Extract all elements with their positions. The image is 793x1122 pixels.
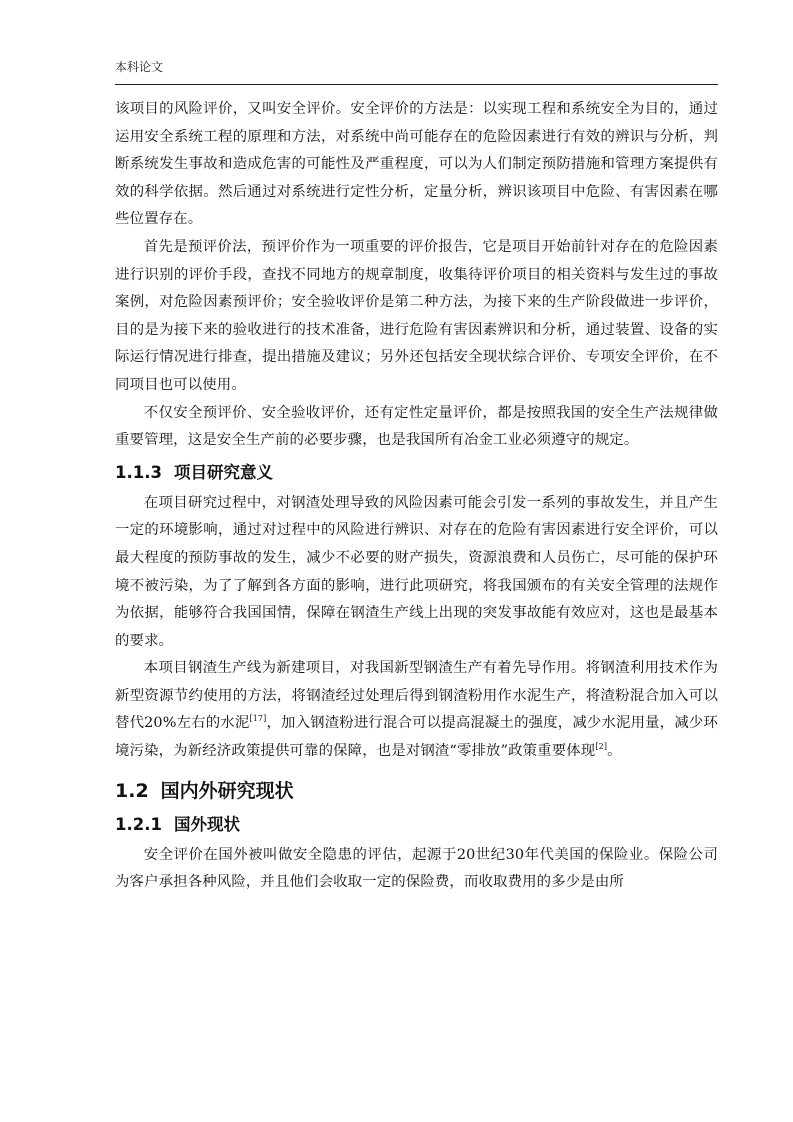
paragraph-pre-evaluation: 首先是预评价法，预评价作为一项重要的评价报告，它是项目开始前针对存在的危险因素进行识别的评价手段，查找不同地方的规章制度，收集待评价项目的相关资料与发生过的事故案例，对危险因素预评价；安全验收评价是第二种方法，为接下来的生产阶段做进一步评价，目的是为接下来的验收进行的技术准备，进行危险有害因素辨识和分析，通过装置、设备的实际运行情况进行排查，提出措施及建议；另外还包括安全现状综合评价、专项安全评价，在不同项目也可以使用。 xyxy=(115,238,718,393)
paragraph-research-significance: 在项目研究过程中，对钢渣处理导致的风险因素可能会引发一系列的事故发生，并且产生一定的环境影响，通过对过程中的风险进行辨识、对存在的危险有害因素进行安全评价，可以最大程度的预防事故的发生，减少不必要的财产损失，资源浪费和人员伤亡，尽可能的保护环境不被污染，为了了解到各方面的影响，进行此项研究，将我国颁布的有关安全管理的法规作为依据，能够符合我国国情，保障在钢渣生产线上出现的突发事故能有效应对，这也是最基本的要求。 xyxy=(115,494,718,649)
section-heading-1-2-1 xyxy=(115,812,718,838)
paragraph-text-part: ，加入钢渣粉进行混合可以提高混凝土的强度，减少水泥用量，减少环境污染，为新经济政策提供可靠的保障，也是对钢渣“零排放”政策重要体现 xyxy=(115,715,718,760)
header-title: 本科论文 xyxy=(115,60,164,74)
section-number: 1.2.1 xyxy=(115,814,162,834)
paragraph-foreign-status: 安全评价在国外被叫做安全隐患的评估，起源于20世纪30年代美国的保险业。保险公司为客户承担各种风险，并且他们会收取一定的保险费，而收取费用的多少是由所 xyxy=(115,846,718,891)
section-number: 1.2 xyxy=(115,779,149,802)
section-title: 国内外研究现状 xyxy=(160,779,294,802)
section-title: 国外现状 xyxy=(173,814,240,834)
paragraph-steel-slag-project xyxy=(115,655,718,765)
section-number: 1.1.3 xyxy=(115,462,162,482)
paragraph-text-part: 本项目钢渣生产线为新建项目，对我国新型钢渣生产有着先导作用。将钢渣利用技术作为新型资源节约使用的方法，将钢渣经过处理后得到钢渣粉用作水泥生产，将渣粉混合加入可以替代20%左右的水泥 xyxy=(115,660,718,732)
section-heading-1-1-3 xyxy=(115,460,718,486)
citation-ref: [2] xyxy=(595,742,608,752)
citation-ref: [17] xyxy=(249,714,267,724)
section-heading-1-2 xyxy=(115,776,718,806)
page-header xyxy=(115,56,718,85)
document-body xyxy=(115,96,718,897)
paragraph-risk-evaluation: 该项目的风险评价，又叫安全评价。安全评价的方法是：以实现工程和系统安全为目的，通过运用安全系统工程的原理和方法，对系统中尚可能存在的危险因素进行有效的辨识与分析，判断系统发生事故和造成危害的可能性及严重程度，可以为人们制定预防措施和管理方案提供有效的科学依据。然后通过对系统进行定性分析，定量分析，辨识该项目中危险、有害因素在哪些位置存在。 xyxy=(115,101,718,228)
paragraph-safety-law: 不仅安全预评价、安全验收评价，还有定性定量评价，都是按照我国的安全生产法规律做重要管理，这是安全生产前的必要步骤，也是我国所有冶金工业必须遵守的规定。 xyxy=(115,404,718,449)
paragraph-text-part: 。 xyxy=(607,743,622,760)
section-title: 项目研究意义 xyxy=(173,462,273,482)
